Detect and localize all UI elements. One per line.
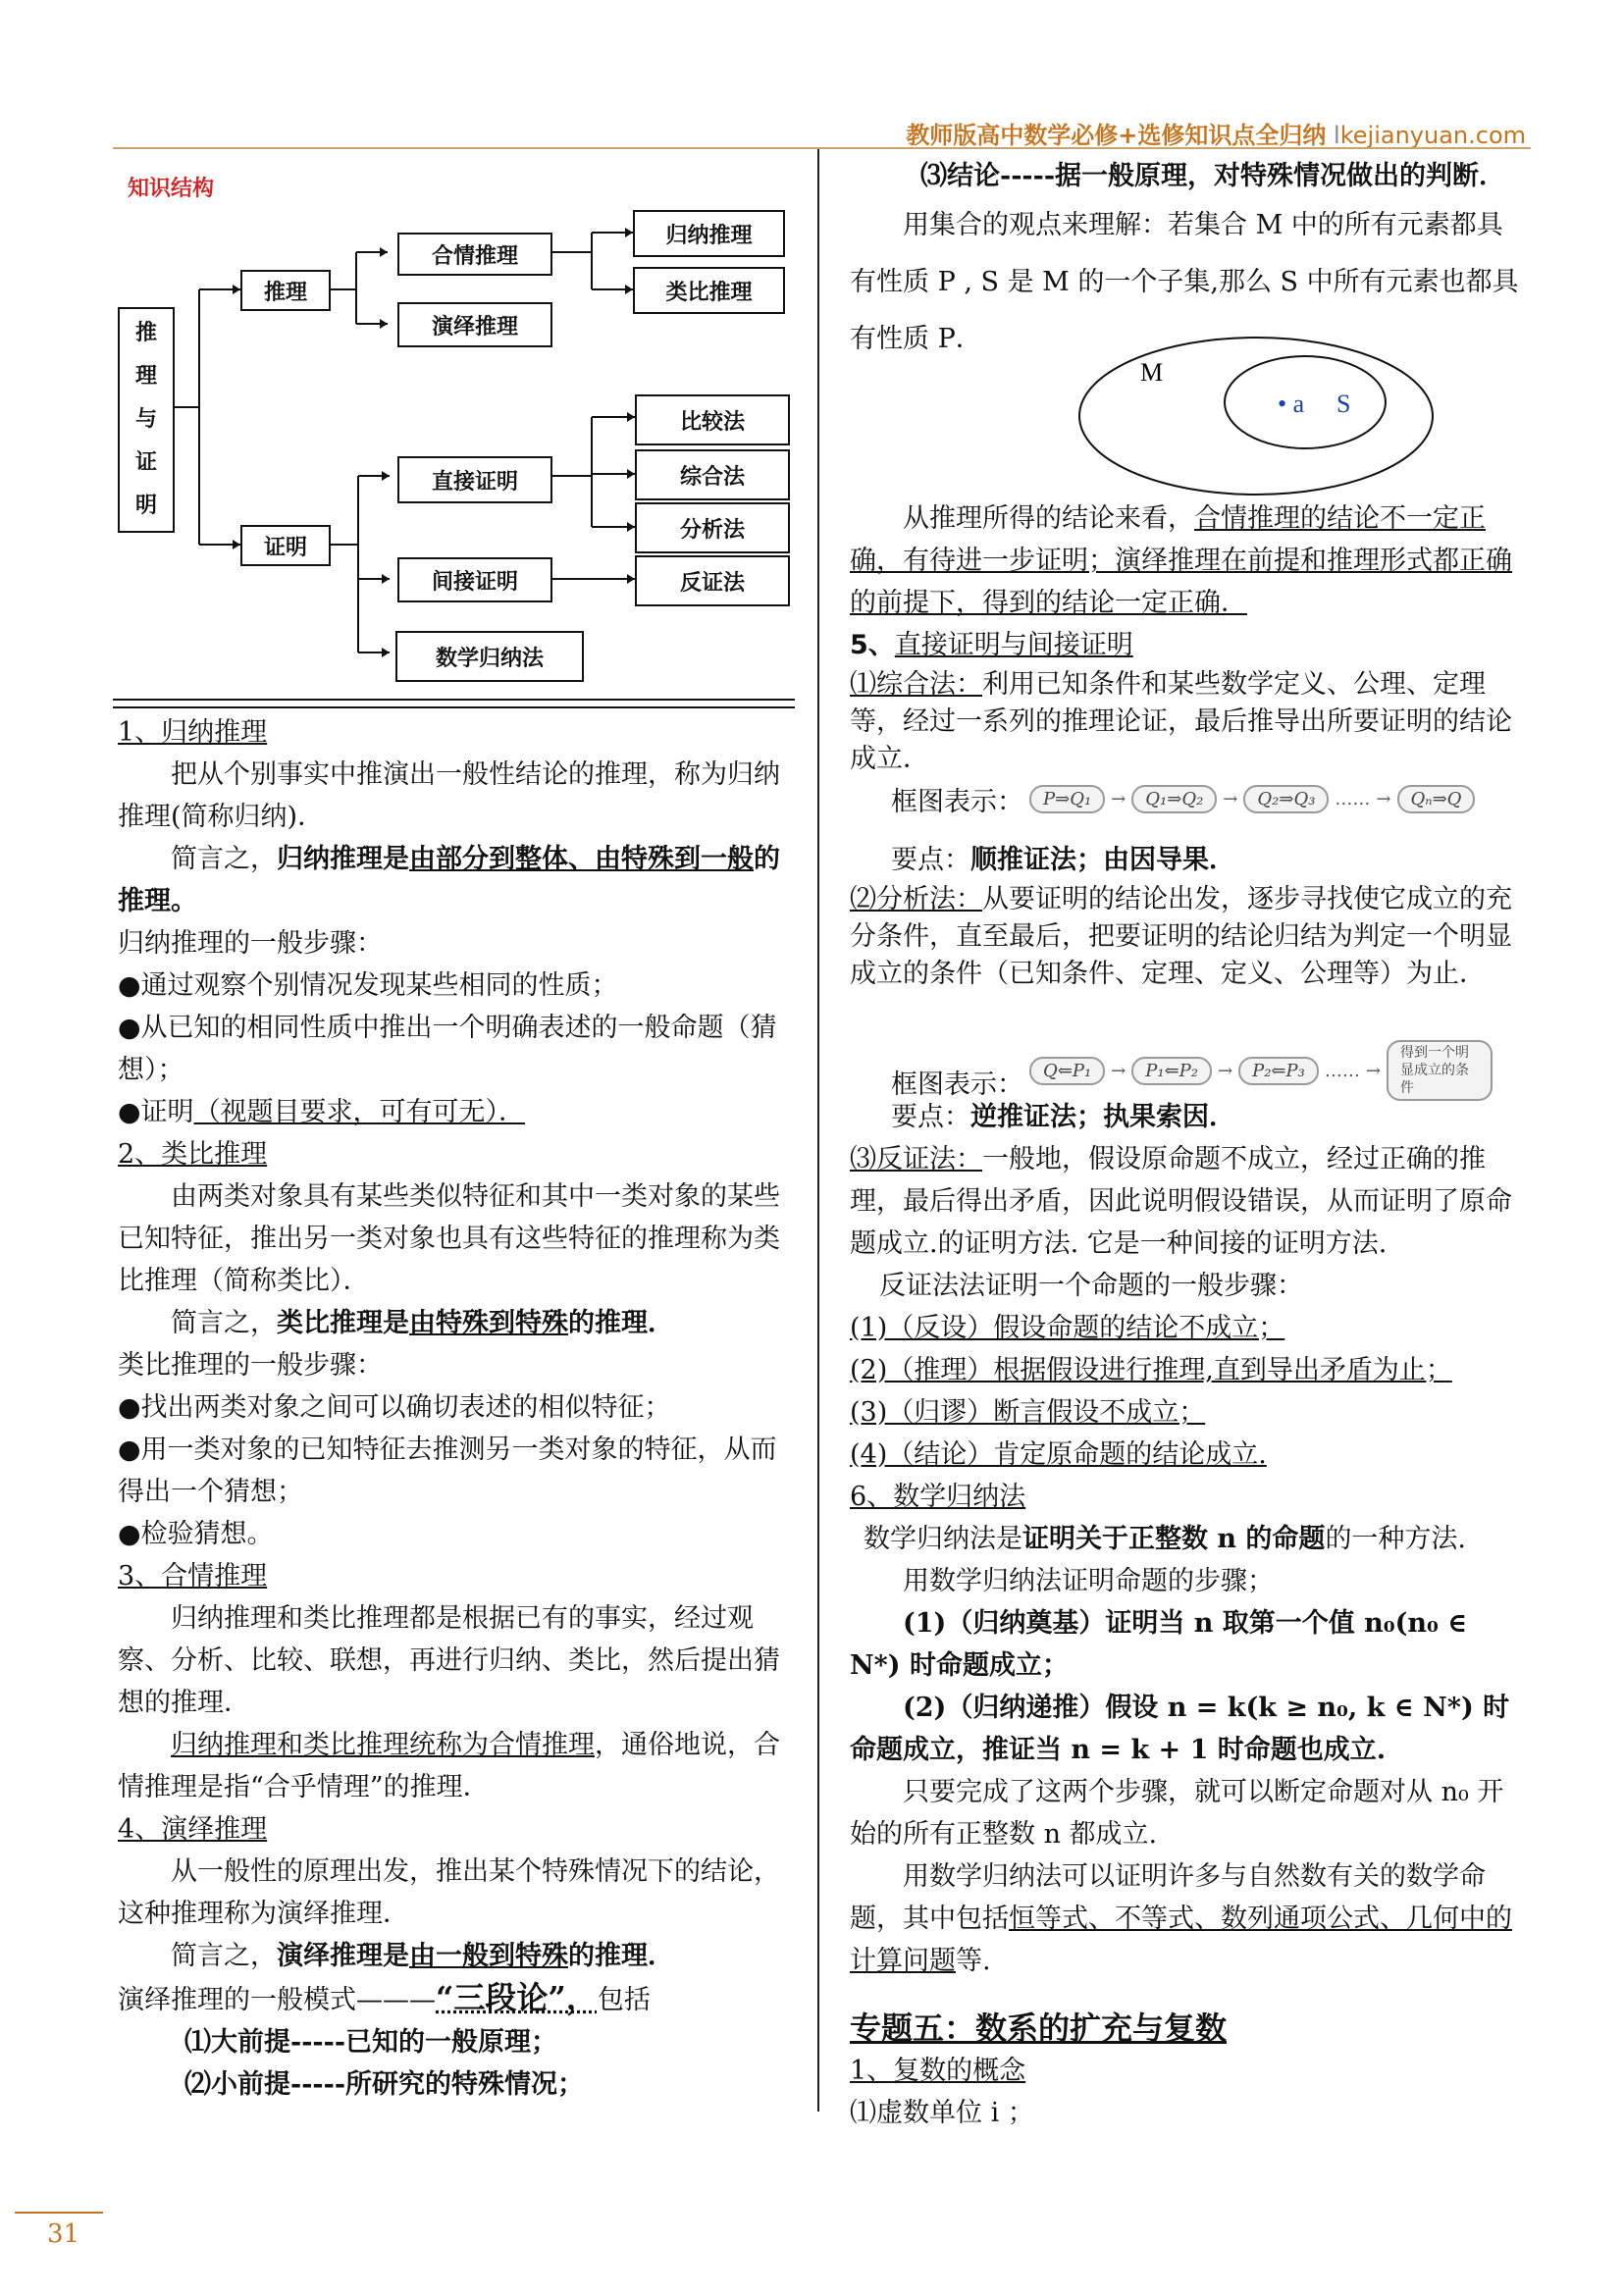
tree-node-reasoning: 推理 xyxy=(240,270,331,311)
s2-sum-c: 由特殊到特殊 xyxy=(409,1308,568,1338)
header-rule xyxy=(113,147,1531,149)
s4-mode xyxy=(118,1977,793,2021)
tree-root-char: 证 xyxy=(134,450,157,475)
chain-arrow: → xyxy=(1365,1060,1381,1081)
venn-label-m: M xyxy=(1140,358,1164,387)
tree-node-proof: 证明 xyxy=(240,525,331,566)
s1-bullet: ●从已知的相同性质中推出一个明确表述的一般命题（猜想）； xyxy=(118,1013,777,1085)
double-rule xyxy=(113,699,795,708)
chain-node: Q₂⇒Q₃ xyxy=(1243,785,1329,813)
s1-bullet: ●通过观察个别情况发现某些相同的性质； xyxy=(118,970,618,1001)
tree-root-char: 理 xyxy=(134,364,157,389)
tree-node-direct: 直接证明 xyxy=(397,456,552,503)
chain-node: Qₙ⇒Q xyxy=(1397,785,1476,813)
tree-node-analogical: 类比推理 xyxy=(633,267,785,314)
s1-steps-title: 归纳推理的一般步骤： xyxy=(118,928,383,959)
section-5-title xyxy=(850,624,1527,666)
s2-bullet: ●用一类对象的已知特征去推测另一类对象的特征，从而得出一个猜想； xyxy=(118,1435,777,1507)
s5-contradiction xyxy=(850,1138,1527,1265)
r-conc-a: 从推理所得的结论来看， xyxy=(903,503,1194,534)
s3-paragraph: 归纳推理和类比推理都是根据已有的事实，经过观察、分析、比较、联想，再进行归纳、类比，然后提出猜想的推理． xyxy=(118,1603,780,1718)
s4-mode-c: 包括 xyxy=(597,1985,651,2015)
chain-arrow: → xyxy=(1218,1060,1233,1081)
chain-dots: …… xyxy=(1324,1060,1360,1081)
tree-node-plausible: 合情推理 xyxy=(397,233,552,276)
s6-p1-b: 证明关于正整数 n 的命题 xyxy=(1022,1524,1326,1554)
section-1-title: 1、归纳推理 xyxy=(118,717,268,748)
section-2-title: 2、类比推理 xyxy=(118,1139,268,1170)
complex-item-1: ⑴虚数单位 i ； xyxy=(850,2098,1034,2128)
s3-p2-b: ，通俗地说，合情推理是指“合乎情理”的推理． xyxy=(118,1730,780,1802)
frame-label: 框图表示： xyxy=(891,787,1023,817)
key-1-a: 要点： xyxy=(891,845,970,875)
right-column-mid xyxy=(850,497,1527,778)
s1-sum-d: 的推理。 xyxy=(118,844,780,916)
s1-sum-b: 归纳推理是 xyxy=(277,844,409,874)
s2-bullet: ●找出两类对象之间可以确切表述的相似特征； xyxy=(118,1392,671,1423)
chain-node: P₁⇐P₂ xyxy=(1131,1057,1212,1085)
left-column xyxy=(118,711,793,2106)
key-1-b: 顺推证法；由因导果． xyxy=(970,845,1235,875)
s6-p1-a: 数学归纳法是 xyxy=(864,1524,1022,1554)
frame-row-2 xyxy=(891,1040,1493,1101)
s5-2-b: 从要证明的结论出发，逐步寻找使它成立的充分条件，直至最后，把要证明的结论归结为判定一个明显成立的条件（已知条件、定理、定义、公理等）为止． xyxy=(850,884,1512,989)
chain-arrow: → xyxy=(1111,1060,1126,1081)
s6-p1-c: 的一种方法. xyxy=(1325,1524,1467,1554)
contra-step: (1)（反设）假设命题的结论不成立； xyxy=(850,1313,1285,1343)
s2-sum-b: 类比推理是 xyxy=(277,1308,409,1338)
frame-label: 框图表示： xyxy=(891,1069,1023,1100)
tree-title: 知识结构 xyxy=(128,177,215,201)
s1-b3-b: （视题目要求，可有可无）． xyxy=(193,1097,526,1127)
key-2-a: 要点： xyxy=(891,1102,970,1132)
tree-node-compare: 比较法 xyxy=(635,394,790,445)
complex-section-title: 1、复数的概念 xyxy=(850,2056,1026,2086)
topic-title: 专题五：数系的扩充与复数 xyxy=(850,2009,1228,2047)
column-divider xyxy=(817,149,819,2112)
s5-title: 直接证明与间接证明 xyxy=(894,630,1133,660)
tree-root-char: 明 xyxy=(134,494,157,518)
s5-synthesis xyxy=(850,666,1527,778)
s1-summary xyxy=(118,838,793,922)
tree-node-inductive: 归纳推理 xyxy=(633,210,785,257)
s1-bullet xyxy=(118,1091,793,1133)
chain-arrow: → xyxy=(1376,789,1391,809)
section-4-title: 4、演绎推理 xyxy=(118,1814,268,1845)
s6-steps-title: 用数学归纳法证明命题的步骤； xyxy=(903,1566,1274,1596)
contra-step: (3)（归谬）断言假设不成立； xyxy=(850,1397,1206,1428)
right-column-analysis xyxy=(850,839,1527,993)
header-site: kejianyuan.com xyxy=(1339,122,1526,149)
s3-paragraph-2 xyxy=(118,1724,793,1808)
contra-step: (2)（推理）根据假设进行推理,直到导出矛盾为止； xyxy=(850,1355,1452,1385)
s4-mode-b: “三段论”， xyxy=(436,1979,598,2016)
venn-diagram xyxy=(1070,334,1442,500)
chain-node: P⇒Q₁ xyxy=(1029,785,1105,813)
s2-steps-title: 类比推理的一般步骤： xyxy=(118,1350,383,1381)
s4-sum-c: 由一般到特殊 xyxy=(409,1941,568,1971)
right-column-bottom xyxy=(850,1096,1527,2134)
key-2 xyxy=(850,1096,1527,1138)
s1-sum-a: 简言之， xyxy=(171,844,277,874)
r-set-paragraph: 用集合的观点来理解：若集合 M 中的所有元素都具有性质 P , S 是 M 的一个子集,那么 S 中所有元素也都具有性质 P． xyxy=(850,210,1519,354)
s6-paragraph xyxy=(850,1518,1527,1560)
s2-paragraph: 由两类对象具有某些类似特征和其中一类对象的某些已知特征，推出另一类对象也具有这些特征的推理称为类比推理（简称类比）． xyxy=(118,1181,780,1296)
s6-paragraph-2: 只要完成了这两个步骤，就可以断定命题对从 n₀ 开始的所有正整数 n 都成立. xyxy=(850,1777,1504,1850)
tree-root-char: 与 xyxy=(134,407,157,432)
tree-root-char: 推 xyxy=(134,321,157,345)
s5-1-a: ⑴综合法： xyxy=(850,669,982,700)
r-conclusion xyxy=(850,497,1527,624)
s6-p6-a: 用数学归纳法可以证明许多与自然数有关的数学命题，其中包括 xyxy=(850,1861,1486,1934)
s2-summary xyxy=(118,1302,793,1344)
s4-item: ⑵小前提-----所研究的特殊情况； xyxy=(184,2069,585,2100)
spacer xyxy=(850,1982,1527,2008)
s4-item: ⑴大前提-----已知的一般原理； xyxy=(184,2027,558,2058)
chain-node: Q⇐P₁ xyxy=(1029,1057,1105,1085)
s5-2-a: ⑵分析法： xyxy=(850,884,982,914)
header-sep: l xyxy=(1326,122,1340,149)
section-6-title: 6、数学归纳法 xyxy=(850,1482,1026,1512)
page-header xyxy=(906,116,1526,150)
chain-dots: …… xyxy=(1335,789,1371,809)
s6-step-2: (2)（归纳递推）假设 n = k(k ≥ n₀, k ∈ N*) 时命题成立，推证当 n = k + 1 时命题也成立. xyxy=(850,1693,1510,1765)
s5-3-b: 一般地，假设原命题不成立，经过正确的推理，最后得出矛盾，因此说明假设错误，从而证明了原命题成立.的证明方法. 它是一种间接的证明方法. xyxy=(850,1144,1512,1259)
page-number-rule xyxy=(15,2212,103,2214)
s3-p2-a: 归纳推理和类比推理统称为合情推理 xyxy=(171,1730,595,1760)
tree-node-analysis: 分析法 xyxy=(635,502,790,553)
s1-sum-c: 由部分到整体、由特殊到一般 xyxy=(409,844,754,874)
tree-root-box xyxy=(118,307,175,533)
tree-node-induction: 数学归纳法 xyxy=(395,631,584,682)
s2-sum-a: 简言之， xyxy=(171,1308,277,1338)
chain-arrow: → xyxy=(1223,789,1238,809)
chain-node: Q₁⇒Q₂ xyxy=(1131,785,1217,813)
s5-analysis xyxy=(850,881,1527,993)
s6-p6-b: 恒等式、不等式、数列通项公式、几何中的计算问题 xyxy=(850,1904,1512,1976)
page-number: 31 xyxy=(47,2219,80,2249)
s6-p6-c: 等. xyxy=(956,1946,991,1976)
frame-row-1 xyxy=(891,780,1475,818)
chain-node: 得到一个明显成立的条件 xyxy=(1387,1040,1493,1101)
tree-node-deductive: 演绎推理 xyxy=(397,302,552,347)
section-3-title: 3、合情推理 xyxy=(118,1561,268,1592)
s4-paragraph: 从一般性的原理出发，推出某个特殊情况下的结论，这种推理称为演绎推理． xyxy=(118,1856,780,1929)
venn-label-s: S xyxy=(1336,390,1351,418)
s1-paragraph: 把从个别事实中推演出一般性结论的推理，称为归纳推理(简称归纳)． xyxy=(118,759,780,832)
key-2-b: 逆推证法；执果索因． xyxy=(970,1102,1235,1132)
s4-mode-a: 演绎推理的一般模式——— xyxy=(118,1985,436,2015)
chain-arrow: → xyxy=(1111,789,1126,809)
s2-sum-d: 的推理． xyxy=(568,1308,674,1338)
s2-bullet: ●检验猜想。 xyxy=(118,1519,274,1549)
s6-paragraph-3 xyxy=(850,1855,1527,1982)
s5-steps-title: 反证法法证明一个命题的一般步骤： xyxy=(879,1271,1303,1301)
tree-node-contradiction: 反证法 xyxy=(635,555,790,606)
chain-node: P₂⇐P₃ xyxy=(1238,1057,1319,1085)
key-1 xyxy=(850,839,1527,881)
s4-sum-b: 演绎推理是 xyxy=(277,1941,409,1971)
tree-node-indirect: 间接证明 xyxy=(397,557,552,602)
header-title: 教师版高中数学必修+选修知识点全归纳 xyxy=(906,122,1327,149)
tree-node-synthesis: 综合法 xyxy=(635,449,790,500)
s5-1-b: 利用已知条件和某些数学定义、公理、定理等，经过一系列的推理论证，最后推导出所要证明的结论成立． xyxy=(850,669,1512,774)
s4-summary xyxy=(118,1935,793,1977)
s6-step-1: (1)（归纳奠基）证明当 n 取第一个值 n₀(n₀ ∈ N*) 时命题成立； xyxy=(850,1608,1468,1681)
s5-3-a: ⑶反证法： xyxy=(850,1144,982,1174)
venn-label-a: • a xyxy=(1278,390,1305,418)
r-item-3: ⑶结论-----据一般原理，对特殊情况做出的判断． xyxy=(920,161,1506,191)
contra-step: (4)（结论）肯定原命题的结论成立. xyxy=(850,1439,1267,1470)
s4-sum-a: 简言之， xyxy=(171,1941,277,1971)
s5-num: 5、 xyxy=(850,630,895,660)
s4-sum-d: 的推理． xyxy=(568,1941,674,1971)
r-conc-b: 合情推理的结论不一定正确，有待进一步证明；演绎推理在前提和推理形式都正确的前提下，得到的结论一定正确． xyxy=(850,503,1512,618)
s1-b3-a: ●证明 xyxy=(118,1097,194,1127)
